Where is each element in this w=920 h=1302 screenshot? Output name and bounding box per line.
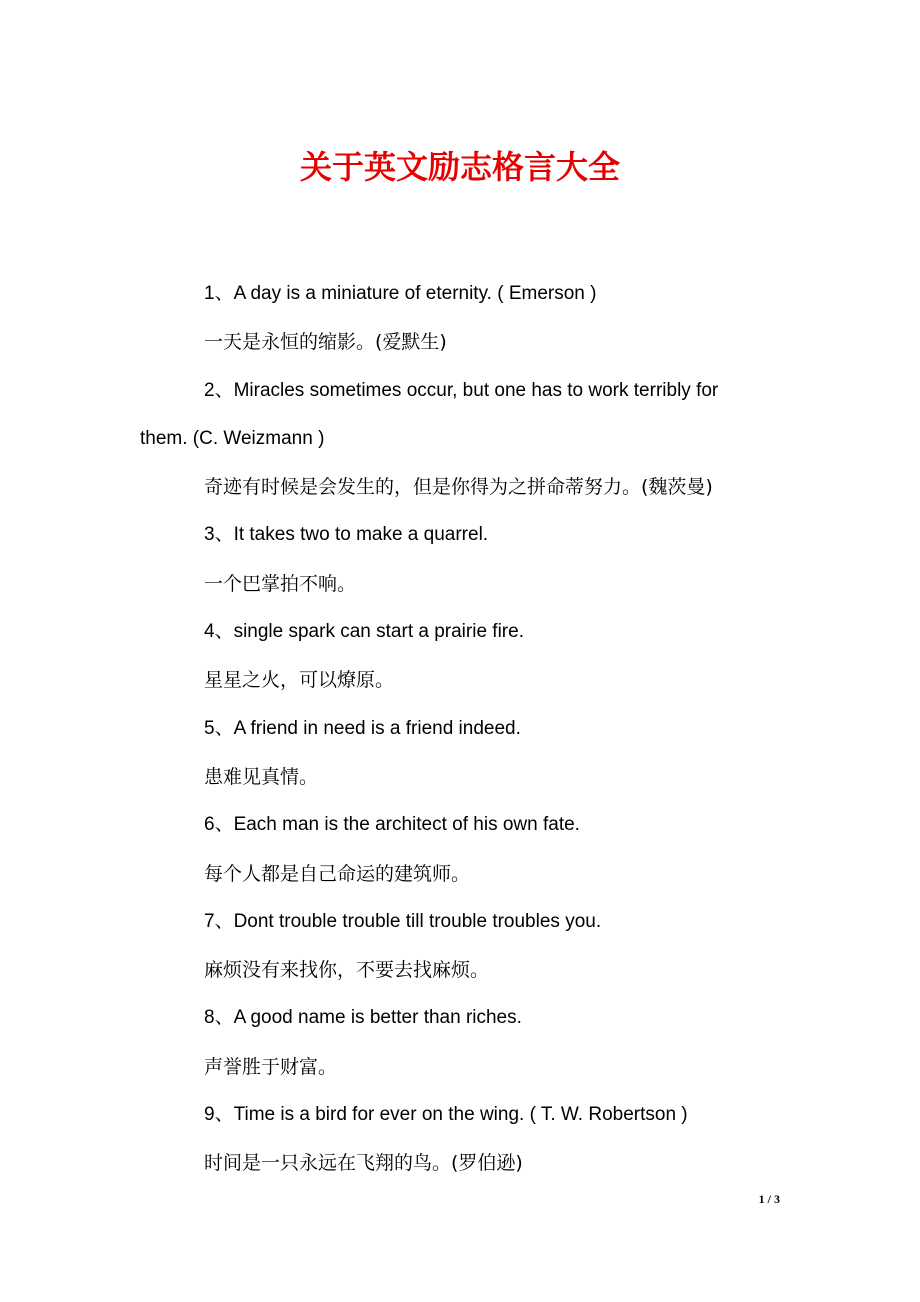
quote-2-chinese: 奇迹有时候是会发生的，但是你得为之拼命蒂努力。(魏茨曼) (204, 476, 713, 499)
document-body (140, 270, 790, 1188)
quote-6-chinese: 每个人都是自己命运的建筑师。 (204, 862, 471, 885)
quote-7-chinese: 麻烦没有来找你，不要去找麻烦。 (204, 959, 490, 982)
quote-2-english-continued: them. (C. Weizmann ) (140, 427, 325, 449)
document-title: 关于英文励志格言大全 (299, 148, 620, 186)
quote-9-chinese: 时间是一只永远在飞翔的鸟。(罗伯逊) (204, 1152, 523, 1175)
quote-8-chinese: 声誉胜于财富。 (204, 1055, 338, 1078)
quote-7-english: 7、Dont trouble trouble till trouble troubles you. (204, 910, 602, 932)
quote-5-chinese: 患难见真情。 (204, 765, 319, 788)
quote-3-english: 3、It takes two to make a quarrel. (204, 524, 489, 546)
quote-8-english: 8、A good name is better than riches. (204, 1007, 522, 1029)
quote-9-english: 9、Time is a bird for ever on the wing. ( T. W. Robertson ) (204, 1104, 688, 1126)
quote-4-chinese: 星星之火，可以燎原。 (204, 669, 395, 692)
quote-1-chinese: 一天是永恒的缩影。(爱默生) (204, 331, 447, 354)
quote-5-english: 5、A friend in need is a friend indeed. (204, 717, 521, 739)
quote-1-english: 1、A day is a miniature of eternity. ( Emerson ) (204, 283, 597, 304)
quote-3-chinese: 一个巴掌拍不响。 (204, 572, 357, 595)
quote-2-english: 2、Miracles sometimes occur, but one has to work terribly for (204, 379, 719, 401)
quote-4-english: 4、single spark can start a prairie fire. (204, 621, 524, 643)
page-number: 1 / 3 (758, 1192, 780, 1206)
quote-6-english: 6、Each man is the architect of his own fate. (204, 814, 580, 836)
